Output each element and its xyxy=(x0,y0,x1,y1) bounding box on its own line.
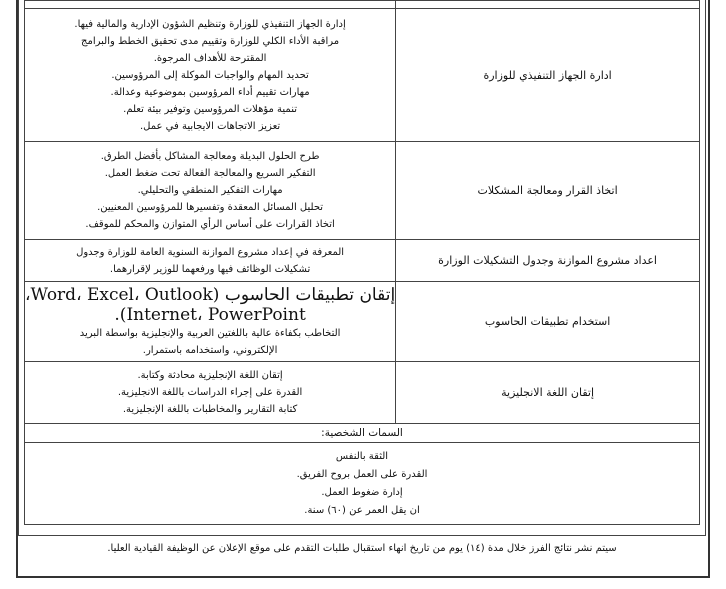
description-line: مهارات التفكير المنطقي والتحليلي. xyxy=(137,185,283,196)
description-line: تنمية مؤهلات المرؤوسين وتوفير بيئة تعلم. xyxy=(123,103,298,115)
description-line: التخاطب بكفاءة عالية باللغتين العربية والإنجليزية بواسطة البريد xyxy=(79,327,341,339)
table-row xyxy=(25,142,700,240)
description-line: المعرفة في إعداد مشروع الموازنة السنوية العامة للوزارة وجدول xyxy=(76,246,345,258)
row-label: اتخاذ القرار ومعالجة المشكلات xyxy=(396,142,700,240)
row-label: استخدام تطبيقات الحاسوب xyxy=(396,282,700,362)
description-line: إتقان اللغة الإنجليزية محادثة وكتابة. xyxy=(137,370,283,381)
results-note: سيتم نشر نتائج الفرز خلال مدة (١٤) يوم من تاريخ انهاء استقبال طلبات التقدم على موقع الإعلان عن الوظيفة القيادية العليا. xyxy=(107,543,617,554)
description-line: مراقبة الأداء الكلي للوزارة وتقييم مدى تحقيق الخطط والبرامج xyxy=(81,35,340,47)
row-description xyxy=(25,1,396,9)
row-description xyxy=(25,240,396,282)
description-line: التفكير السريع والمعالجة الفعالة تحت ضغط العمل. xyxy=(104,168,316,179)
row-label xyxy=(396,1,700,9)
description-line: تشكيلات الوظائف فيها ورفعهما للوزير لإقرارهما. xyxy=(109,263,311,275)
traits-list xyxy=(25,443,700,525)
table-row xyxy=(25,1,700,9)
row-description xyxy=(25,362,396,424)
row-label: ادارة الجهاز التنفيذي للوزارة xyxy=(396,9,700,142)
table-row xyxy=(25,424,700,443)
traits-title: السمات الشخصية: xyxy=(25,424,700,443)
table-row xyxy=(25,282,700,362)
description-line: كتابة التقارير والمخاطبات باللغة الإنجليزية. xyxy=(122,404,298,415)
description-line: القدرة على إجراء الدراسات باللغة الانجليزية. xyxy=(117,387,303,398)
table-row xyxy=(25,240,700,282)
description-line: تحليل المسائل المعقدة وتفسيرها للمرؤوسين المعنيين. xyxy=(97,202,324,213)
row-label: إتقان اللغة الانجليزية xyxy=(396,362,700,424)
table-row xyxy=(25,362,700,424)
description-line: تعزيز الاتجاهات الايجابية في عمل. xyxy=(139,120,281,132)
trait-line: ان يقل العمر عن (٦٠) سنة. xyxy=(304,504,420,516)
table-row xyxy=(25,9,700,142)
description-line: الإلكتروني، واستخدامه باستمرار. xyxy=(142,344,278,356)
description-line: اتخاذ القرارات على أساس الرأي المتوازن والمحكم للموقف. xyxy=(85,219,335,230)
row-label: اعداد مشروع الموازنة وجدول التشكيلات الوزارة xyxy=(396,240,700,282)
row-description xyxy=(25,282,396,362)
description-line: مهارات تقييم أداء المرؤوسين بموضوعية وعدالة. xyxy=(110,86,310,98)
description-line: إدارة الجهاز التنفيذي للوزارة وتنظيم الشؤون الإدارية والمالية فيها. xyxy=(74,18,346,30)
competencies-table xyxy=(24,0,700,525)
description-line: إتقان تطبيقات الحاسوب (Word، Excel، Outlook، xyxy=(25,284,396,305)
row-description xyxy=(25,9,396,142)
description-line: تحديد المهام والواجبات الموكلة إلى المرؤوسين. xyxy=(111,69,309,81)
trait-line: إدارة ضغوط العمل. xyxy=(321,486,403,498)
table-row xyxy=(25,443,700,525)
description-line: طرح الحلول البديلة ومعالجة المشاكل بأفضل الطرق. xyxy=(100,151,320,162)
trait-line: الثقة بالنفس xyxy=(335,450,389,462)
trait-line: القدرة على العمل بروح الفريق. xyxy=(296,468,428,480)
description-line: المقترحة للأهداف المرجوة. xyxy=(153,52,267,64)
row-description xyxy=(25,142,396,240)
description-line: Internet، PowerPoint). xyxy=(114,304,306,325)
